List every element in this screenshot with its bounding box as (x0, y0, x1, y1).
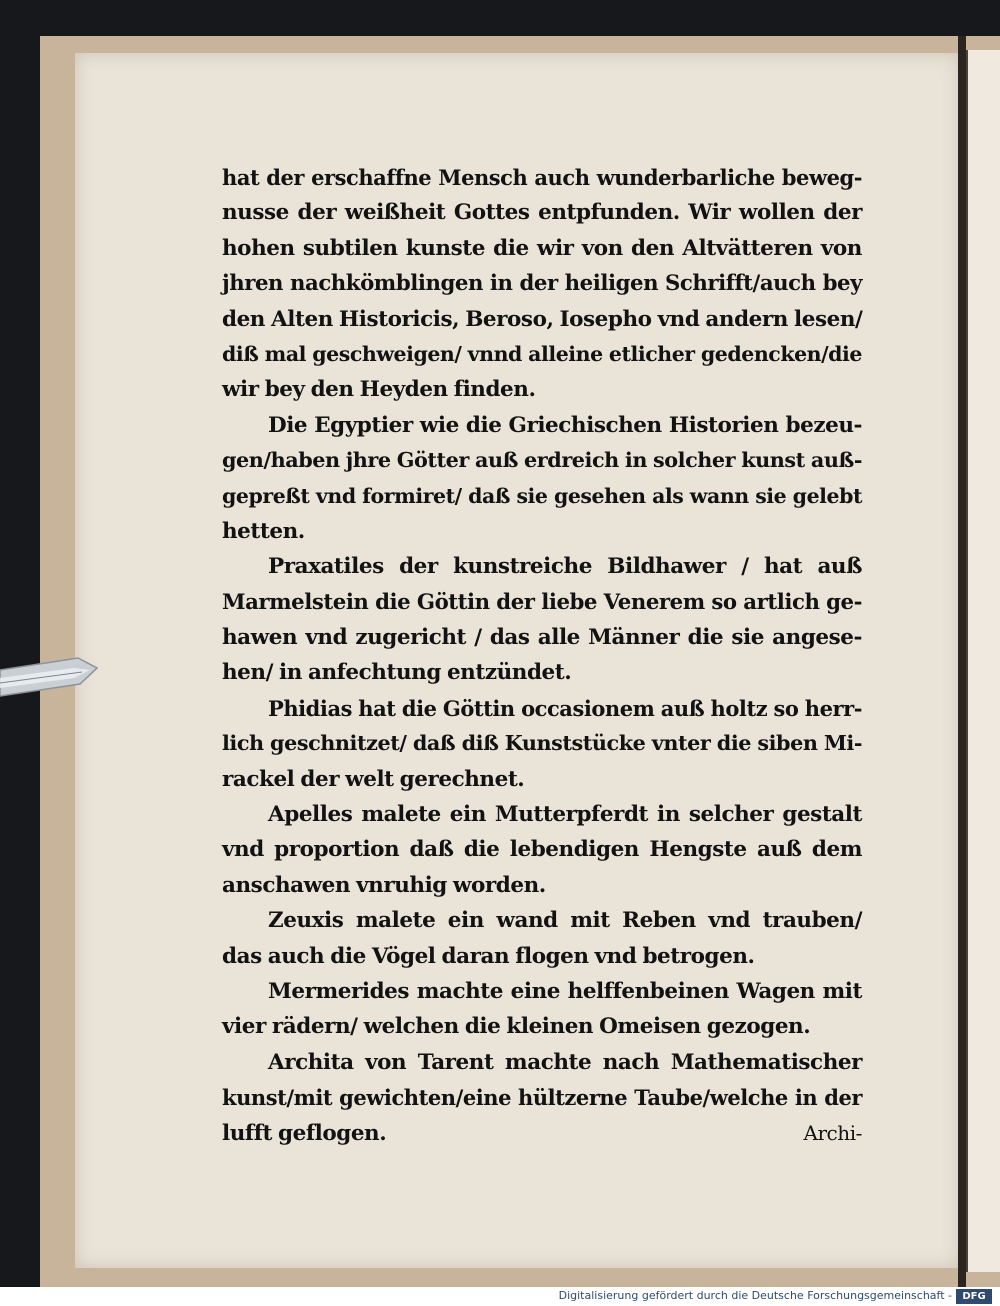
footer-credit: Digitalisierung gefördert durch die Deutsche Forschungsgemeinschaft - (558, 1289, 952, 1302)
text-line: den Alten Historicis, Beroso, Iosepho vnd andern lesen/ (222, 306, 863, 332)
text-line: hen/ in anfechtung entzündet. (222, 660, 572, 686)
text-line: hawen vnd zugericht / das alle Männer die sie angese- (222, 625, 862, 651)
text-line: Zeuxis malete ein wand mit Reben vnd trauben/ (268, 908, 862, 934)
text-line: diß mal geschweigen/ vnnd alleine etlicher gedencken/die (222, 341, 862, 366)
text-line: Mermerides machte eine helffenbeinen Wagen mit (268, 978, 862, 1004)
text-line: das auch die Vögel daran flogen vnd betrogen. (222, 943, 755, 969)
text-line: Praxatiles der kunstreiche Bildhawer / hat auß (268, 554, 862, 580)
catchword: Archi- (803, 1120, 862, 1145)
page-text-block (222, 160, 862, 1151)
text-line: wir bey den Heyden finden. (222, 377, 536, 403)
text-line: Marmelstein die Göttin der liebe Venerem so artlich ge- (222, 589, 862, 615)
text-line: hetten. (222, 518, 305, 544)
footer-bar (0, 1287, 1000, 1306)
text-line: gepreßt vnd formiret/ daß sie gesehen als wann sie gelebt (222, 483, 862, 508)
dfg-logo-icon: DFG (956, 1289, 992, 1304)
text-line: kunst/mit gewichten/eine hültzerne Taube/welche in der (222, 1085, 862, 1111)
text-line: Phidias hat die Göttin occasionem auß holtz so herr- (268, 695, 862, 721)
text-line: gen/haben jhre Götter auß erdreich in solcher kunst auß- (222, 448, 862, 473)
next-page-edge (966, 50, 1000, 1272)
text-line: vnd proportion daß die lebendigen Hengste auß dem (222, 837, 862, 863)
text-line: hohen subtilen kunste die wir von den Altvätteren von (222, 235, 862, 261)
text-line: Apelles malete ein Mutterpferdt in selcher gestalt (268, 802, 862, 828)
pen-pointer-icon (0, 648, 98, 708)
text-line: nusse der weißheit Gottes entpfunden. Wir wollen der (222, 200, 862, 226)
text-line: rackel der welt gerechnet. (222, 766, 525, 792)
text-line: Archita von Tarent machte nach Mathematischer (268, 1049, 862, 1075)
text-line-content: lufft geflogen. (222, 1120, 387, 1146)
text-line: hat der erschaffne Mensch auch wunderbarliche beweg- (222, 165, 862, 190)
text-line: Die Egyptier wie die Griechischen Historien bezeu- (268, 412, 862, 438)
text-line: vier rädern/ welchen die kleinen Omeisen gezogen. (222, 1014, 811, 1040)
text-line: anschawen vnruhig worden. (222, 872, 546, 898)
book-gutter (958, 36, 966, 1288)
text-line: jhren nachkömblingen in der heiligen Schrifft/auch bey (222, 271, 862, 297)
text-line: lich geschnitzet/ daß diß Kunststücke vnter die siben Mi- (222, 731, 862, 756)
text-line (222, 1116, 862, 1151)
